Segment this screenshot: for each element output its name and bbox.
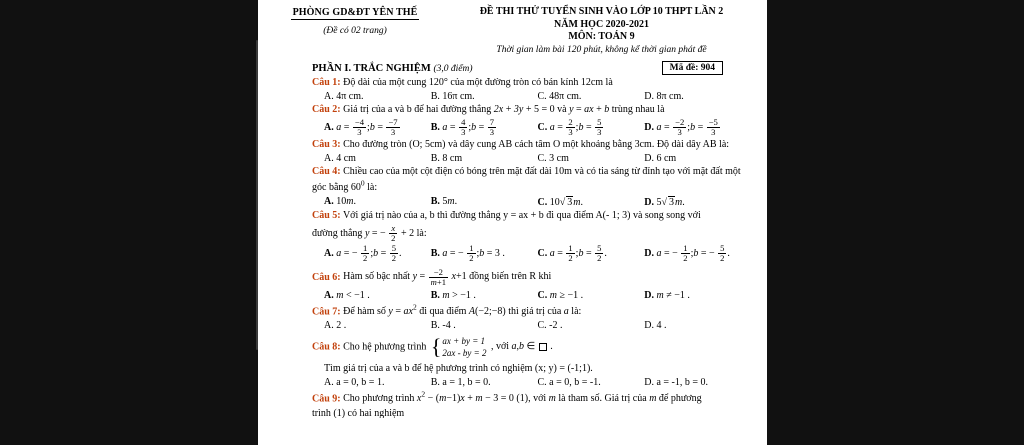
- answer-option: C. 3 cm: [537, 152, 569, 164]
- question-2-answers: [266, 118, 759, 137]
- answer-option: C. -2 .: [537, 319, 563, 331]
- question-9: [266, 390, 759, 406]
- answer-option: D. 5√ 3m.: [644, 196, 685, 208]
- question-8-subtext: Tìm giá trị của a và b để hệ phương trình có nghiệm (x; y) = (-1;1).: [324, 363, 593, 375]
- question-6-answers: [266, 290, 759, 301]
- question-3-label: Câu 3:: [312, 139, 341, 150]
- question-8-answers: [266, 377, 759, 388]
- answer-option: D. 6 cm: [644, 152, 677, 164]
- answer-option: C. a = 0, b = -1.: [537, 377, 601, 389]
- answer-option: A. a = − $\frac{1}{2}$ ;b = $\frac{5}{2}$ .: [324, 242, 402, 263]
- question-4-label: Câu 4:: [312, 165, 341, 177]
- answer-option: A. 10m.: [324, 195, 356, 207]
- answer-option: B. 16π cm.: [430, 91, 475, 103]
- document-page: [258, 0, 767, 445]
- answer-option: A. m < −1 .: [324, 289, 370, 301]
- question-2-label: Câu 2:: [312, 104, 341, 116]
- subject: MÔN: TOÁN 9: [568, 31, 635, 42]
- question-2: [266, 104, 759, 117]
- answer-option: A. 2 .: [324, 319, 347, 331]
- pages-note: (Đề có 02 trang): [323, 26, 387, 36]
- question-5-answers: [266, 244, 759, 263]
- answer-option: B. 5m.: [430, 195, 458, 207]
- part-title: [312, 63, 472, 74]
- question-8-label: Câu 8:: [312, 341, 341, 353]
- answer-option: C. 10√ 3m.: [537, 196, 583, 208]
- time-note: Thời gian làm bài 120 phút, không kể thời gian phát đề: [496, 44, 707, 55]
- answer-option: C. 48π cm.: [537, 91, 582, 103]
- exam-title: ĐỀ THI THỬ TUYỂN SINH VÀO LỚP 10 THPT LẦN 2: [479, 6, 724, 17]
- page-left-margin: [0, 0, 258, 445]
- question-1-answers: [266, 91, 759, 102]
- answer-option: B. a = − $\frac{1}{2}$ ;b = 3 .: [430, 242, 505, 263]
- question-4: [266, 166, 759, 195]
- answer-option: D. m ≠ −1 .: [644, 289, 690, 301]
- question-5: [266, 210, 759, 223]
- part-header-row: [266, 61, 759, 75]
- brace-glyph: {: [430, 334, 442, 360]
- empty-set-box-icon: [539, 343, 547, 351]
- page-right-margin: [767, 0, 1024, 445]
- answer-option: B. 8 cm: [430, 152, 463, 164]
- question-1: [266, 77, 759, 90]
- department-name: PHÒNG GD&ĐT YÊN THẾ: [292, 7, 418, 18]
- equation-system: [431, 335, 487, 359]
- system-row-2: 2ax - by = 2: [442, 347, 487, 358]
- answer-option: B. a = 1, b = 0.: [430, 377, 491, 389]
- question-7-text: Để hàm số $y = ax^2$ đi qua điểm A(−2;−8) thì giá trị của a là:: [343, 302, 582, 317]
- answer-option: A. 4 cm: [324, 152, 356, 164]
- header-left-block: [266, 6, 444, 36]
- answer-option: B. a = $\frac{4}{3}$ ;b = $\frac{7}{3}$: [430, 116, 495, 137]
- question-3-answers: [266, 153, 759, 164]
- exam-code-box: Mã đề: 904: [662, 61, 723, 75]
- question-1-text: Độ dài của một cung 120° của một đường tròn có bán kính 12cm là: [343, 77, 613, 89]
- question-6: [266, 268, 759, 287]
- question-5-label: Câu 5:: [312, 209, 341, 221]
- question-6-text: Hàm số bậc nhất y = $\frac{-2}{m+1}$ x+1 đồng biến trên R khi: [343, 266, 552, 287]
- question-1-label: Câu 1:: [312, 77, 341, 89]
- question-5-text: Với giá trị nào của a, b thì đường thẳng y = ax + b đi qua điểm A(- 1; 3) và song song với: [342, 209, 701, 221]
- answer-option: A. 4π cm.: [324, 91, 364, 103]
- question-4-text: Chiều cao của một cột điện có bóng trên mặt đất dài 10m và có tia sáng từ đỉnh tạo với mặt đất một góc bằng $60^0$ là:: [312, 165, 741, 193]
- answer-option: D. a = $\frac{-2}{3}$ ;b = $\frac{-5}{3}$: [644, 116, 718, 137]
- answer-option: D. 4 .: [644, 319, 667, 331]
- question-9-text-cut: trình (1) có hai nghiệm: [312, 408, 405, 419]
- answer-option: A. a = 0, b = 1.: [324, 377, 385, 389]
- question-9-label: Câu 9:: [312, 393, 341, 405]
- answer-option: B. m > −1 .: [430, 289, 476, 301]
- system-row-1: ax + by = 1: [442, 335, 486, 346]
- question-8-text-after: , với a,b ∈ .: [490, 341, 553, 353]
- question-7-label: Câu 7:: [312, 305, 341, 317]
- question-2-text: Giá trị của a và b để hai đường thẳng 2x + 3y + 5 = 0 và y = ax + b trùng nhau là: [343, 104, 665, 116]
- question-5-text-cont: đường thẳng y = − $\frac{x}{2}$ + 2 là:: [312, 222, 427, 243]
- question-9-text: Cho phương trình $x^2 - (m-1)x + m - 3 = 0$ (1), với m là tham số. Giá trị của m để phương: [343, 390, 702, 405]
- answer-option: D. a = -1, b = 0.: [644, 377, 709, 389]
- question-8-text: Cho hệ phương trình: [343, 341, 427, 353]
- answer-option: C. a = $\frac{2}{3}$ ;b = $\frac{5}{3}$: [537, 116, 602, 137]
- question-6-label: Câu 6:: [312, 271, 341, 283]
- question-7: [266, 303, 759, 319]
- school-year: NĂM HỌC 2020-2021: [554, 18, 649, 30]
- document-header: [266, 6, 759, 56]
- question-4-answers: [266, 196, 759, 208]
- question-3-text: Cho đường tròn (O; 5cm) và dây cung AB cách tâm O một khoảng bằng 3cm. Độ dài dây AB là:: [343, 139, 730, 150]
- answer-option: D. 8π cm.: [644, 91, 684, 103]
- answer-option: C. a = $\frac{1}{2}$ ;b = $\frac{5}{2}$ .: [537, 242, 607, 263]
- part-title-text: PHẦN I. TRẮC NGHIỆM: [312, 62, 431, 74]
- question-7-answers: [266, 320, 759, 331]
- question-8: [266, 335, 759, 359]
- answer-option: A. a = $\frac{-4}{3}$ ;b = $\frac{-7}{3}$: [324, 116, 398, 137]
- answer-option: C. m ≥ −1 .: [537, 289, 584, 301]
- answer-option: B. -4 .: [430, 319, 456, 331]
- question-3: [266, 139, 759, 152]
- header-right-block: [444, 6, 759, 56]
- answer-option: D. a = − $\frac{1}{2}$ ;b = − $\frac{5}{2}$ .: [644, 242, 730, 263]
- part-points: (3,0 điểm): [433, 63, 473, 74]
